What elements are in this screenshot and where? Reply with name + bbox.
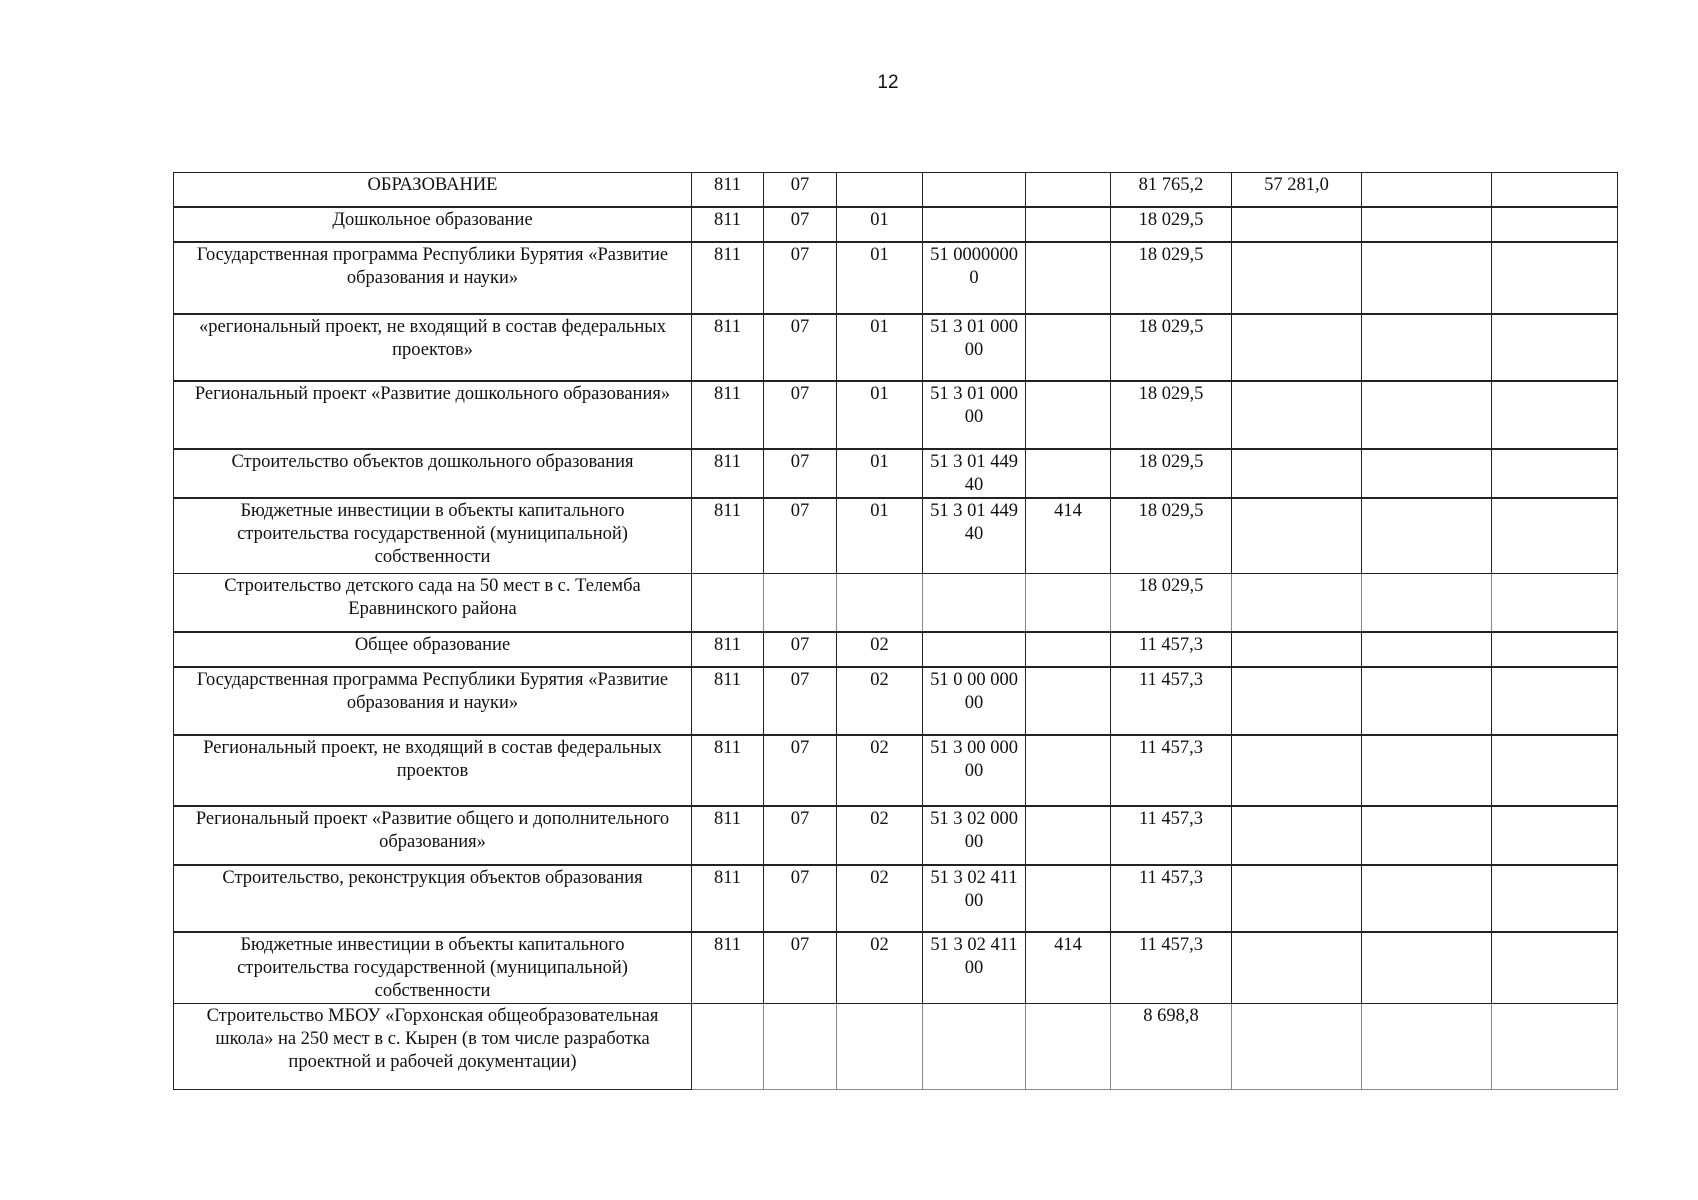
row-name: Дошкольное образование <box>174 207 692 242</box>
row-name: ОБРАЗОВАНИЕ <box>174 173 692 207</box>
podrazdel-cell: 02 <box>837 806 923 865</box>
podrazdel-cell: 01 <box>837 449 923 498</box>
sum1-cell: 11 457,3 <box>1111 667 1232 735</box>
sum4-cell <box>1492 242 1618 314</box>
sum3-cell <box>1362 242 1492 314</box>
sum1-cell: 18 029,5 <box>1111 381 1232 449</box>
csr-cell: 51 3 01 00000 <box>923 314 1026 381</box>
csr-cell: 51 3 01 00000 <box>923 381 1026 449</box>
vedomstvo-cell: 811 <box>692 735 764 806</box>
sum3-cell <box>1362 314 1492 381</box>
sum3-cell <box>1362 574 1492 632</box>
budget-table <box>173 172 1618 1090</box>
sum1-cell: 11 457,3 <box>1111 865 1232 932</box>
vr-cell <box>1026 314 1111 381</box>
vedomstvo-cell: 811 <box>692 806 764 865</box>
row-name: «региональный проект, не входящий в состав федеральных проектов» <box>174 314 692 381</box>
row-name: Строительство МБОУ «Горхонская общеобразовательная школа» на 250 мест в с. Кырен (в том числе разработка проектной и рабочей документации) <box>174 1004 692 1090</box>
sum3-cell <box>1362 1004 1492 1090</box>
table-row <box>174 242 1618 314</box>
podrazdel-cell: 01 <box>837 381 923 449</box>
vedomstvo-cell: 811 <box>692 498 764 574</box>
row-name: Строительство детского сада на 50 мест в с. Телемба Еравнинского района <box>174 574 692 632</box>
razdel-cell <box>764 1004 837 1090</box>
vedomstvo-cell: 811 <box>692 381 764 449</box>
table-row <box>174 1004 1618 1090</box>
vedomstvo-cell <box>692 1004 764 1090</box>
sum4-cell <box>1492 498 1618 574</box>
vr-cell <box>1026 207 1111 242</box>
sum2-cell <box>1232 667 1362 735</box>
sum3-cell <box>1362 932 1492 1004</box>
sum3-cell <box>1362 381 1492 449</box>
razdel-cell: 07 <box>764 932 837 1004</box>
vr-cell <box>1026 632 1111 667</box>
sum1-cell: 18 029,5 <box>1111 498 1232 574</box>
table-row <box>174 449 1618 498</box>
vr-cell <box>1026 449 1111 498</box>
vr-cell <box>1026 381 1111 449</box>
sum1-cell: 11 457,3 <box>1111 735 1232 806</box>
csr-cell: 51 0 00 00000 <box>923 667 1026 735</box>
podrazdel-cell: 01 <box>837 242 923 314</box>
csr-cell: 51 3 02 41100 <box>923 932 1026 1004</box>
table-row <box>174 667 1618 735</box>
csr-cell <box>923 1004 1026 1090</box>
csr-cell: 51 3 00 00000 <box>923 735 1026 806</box>
sum3-cell <box>1362 806 1492 865</box>
sum1-cell: 8 698,8 <box>1111 1004 1232 1090</box>
sum4-cell <box>1492 381 1618 449</box>
csr-cell: 51 0000000 0 <box>923 242 1026 314</box>
vr-cell: 414 <box>1026 498 1111 574</box>
sum2-cell: 57 281,0 <box>1232 173 1362 207</box>
table-row <box>174 932 1618 1004</box>
sum1-cell: 11 457,3 <box>1111 632 1232 667</box>
vr-cell <box>1026 1004 1111 1090</box>
sum1-cell: 18 029,5 <box>1111 449 1232 498</box>
sum2-cell <box>1232 735 1362 806</box>
vedomstvo-cell: 811 <box>692 173 764 207</box>
csr-cell <box>923 173 1026 207</box>
sum3-cell <box>1362 667 1492 735</box>
table-row <box>174 173 1618 207</box>
vedomstvo-cell: 811 <box>692 632 764 667</box>
sum2-cell <box>1232 574 1362 632</box>
vr-cell <box>1026 865 1111 932</box>
sum1-cell: 11 457,3 <box>1111 932 1232 1004</box>
sum2-cell <box>1232 381 1362 449</box>
table-row <box>174 574 1618 632</box>
vedomstvo-cell: 811 <box>692 242 764 314</box>
sum3-cell <box>1362 498 1492 574</box>
sum3-cell <box>1362 449 1492 498</box>
vedomstvo-cell: 811 <box>692 932 764 1004</box>
csr-cell <box>923 574 1026 632</box>
table-row <box>174 314 1618 381</box>
sum2-cell <box>1232 498 1362 574</box>
row-name: Региональный проект «Развитие общего и дополнительного образования» <box>174 806 692 865</box>
sum4-cell <box>1492 735 1618 806</box>
row-name: Общее образование <box>174 632 692 667</box>
sum3-cell <box>1362 632 1492 667</box>
vedomstvo-cell: 811 <box>692 449 764 498</box>
sum2-cell <box>1232 242 1362 314</box>
sum4-cell <box>1492 1004 1618 1090</box>
sum1-cell: 81 765,2 <box>1111 173 1232 207</box>
razdel-cell: 07 <box>764 449 837 498</box>
sum1-cell: 11 457,3 <box>1111 806 1232 865</box>
razdel-cell: 07 <box>764 498 837 574</box>
sum4-cell <box>1492 865 1618 932</box>
csr-cell: 51 3 02 41100 <box>923 865 1026 932</box>
csr-cell: 51 3 01 44940 <box>923 449 1026 498</box>
table-row <box>174 865 1618 932</box>
table-row <box>174 381 1618 449</box>
podrazdel-cell: 02 <box>837 932 923 1004</box>
csr-cell: 51 3 01 44940 <box>923 498 1026 574</box>
sum2-cell <box>1232 865 1362 932</box>
vedomstvo-cell: 811 <box>692 314 764 381</box>
sum3-cell <box>1362 735 1492 806</box>
table-row <box>174 735 1618 806</box>
podrazdel-cell: 02 <box>837 667 923 735</box>
vedomstvo-cell: 811 <box>692 207 764 242</box>
podrazdel-cell: 02 <box>837 865 923 932</box>
sum3-cell <box>1362 173 1492 207</box>
sum1-cell: 18 029,5 <box>1111 242 1232 314</box>
row-name: Строительство, реконструкция объектов образования <box>174 865 692 932</box>
sum2-cell <box>1232 1004 1362 1090</box>
sum4-cell <box>1492 173 1618 207</box>
vedomstvo-cell <box>692 574 764 632</box>
sum4-cell <box>1492 574 1618 632</box>
razdel-cell: 07 <box>764 667 837 735</box>
vr-cell <box>1026 667 1111 735</box>
podrazdel-cell: 02 <box>837 735 923 806</box>
sum4-cell <box>1492 632 1618 667</box>
vr-cell <box>1026 735 1111 806</box>
sum3-cell <box>1362 865 1492 932</box>
sum1-cell: 18 029,5 <box>1111 574 1232 632</box>
sum2-cell <box>1232 806 1362 865</box>
sum2-cell <box>1232 207 1362 242</box>
vr-cell <box>1026 242 1111 314</box>
table-body <box>174 173 1618 1090</box>
razdel-cell: 07 <box>764 314 837 381</box>
sum3-cell <box>1362 207 1492 242</box>
row-name: Бюджетные инвестиции в объекты капитального строительства государственной (муниципальной) собственности <box>174 498 692 574</box>
sum2-cell <box>1232 632 1362 667</box>
podrazdel-cell <box>837 574 923 632</box>
page-number: 12 <box>877 72 899 93</box>
row-name: Строительство объектов дошкольного образования <box>174 449 692 498</box>
razdel-cell: 07 <box>764 735 837 806</box>
vedomstvo-cell: 811 <box>692 865 764 932</box>
sum2-cell <box>1232 449 1362 498</box>
razdel-cell: 07 <box>764 381 837 449</box>
row-name: Бюджетные инвестиции в объекты капитального строительства государственной (муниципальной) собственности <box>174 932 692 1004</box>
table-row <box>174 498 1618 574</box>
razdel-cell: 07 <box>764 865 837 932</box>
podrazdel-cell: 01 <box>837 498 923 574</box>
sum4-cell <box>1492 449 1618 498</box>
podrazdel-cell <box>837 1004 923 1090</box>
vr-cell: 414 <box>1026 932 1111 1004</box>
table-row <box>174 207 1618 242</box>
sum4-cell <box>1492 207 1618 242</box>
vr-cell <box>1026 173 1111 207</box>
sum1-cell: 18 029,5 <box>1111 207 1232 242</box>
table-row <box>174 632 1618 667</box>
podrazdel-cell <box>837 173 923 207</box>
sum2-cell <box>1232 932 1362 1004</box>
vedomstvo-cell: 811 <box>692 667 764 735</box>
podrazdel-cell: 01 <box>837 314 923 381</box>
sum4-cell <box>1492 314 1618 381</box>
vr-cell <box>1026 574 1111 632</box>
razdel-cell: 07 <box>764 632 837 667</box>
razdel-cell: 07 <box>764 242 837 314</box>
sum2-cell <box>1232 314 1362 381</box>
sum4-cell <box>1492 667 1618 735</box>
sum1-cell: 18 029,5 <box>1111 314 1232 381</box>
sum4-cell <box>1492 806 1618 865</box>
csr-cell: 51 3 02 00000 <box>923 806 1026 865</box>
csr-cell <box>923 632 1026 667</box>
row-name: Государственная программа Республики Бурятия «Развитие образования и науки» <box>174 242 692 314</box>
razdel-cell: 07 <box>764 173 837 207</box>
razdel-cell: 07 <box>764 207 837 242</box>
csr-cell <box>923 207 1026 242</box>
podrazdel-cell: 02 <box>837 632 923 667</box>
podrazdel-cell: 01 <box>837 207 923 242</box>
sum4-cell <box>1492 932 1618 1004</box>
row-name: Региональный проект, не входящий в состав федеральных проектов <box>174 735 692 806</box>
row-name: Региональный проект «Развитие дошкольного образования» <box>174 381 692 449</box>
row-name: Государственная программа Республики Бурятия «Развитие образования и науки» <box>174 667 692 735</box>
razdel-cell <box>764 574 837 632</box>
vr-cell <box>1026 806 1111 865</box>
razdel-cell: 07 <box>764 806 837 865</box>
table-row <box>174 806 1618 865</box>
